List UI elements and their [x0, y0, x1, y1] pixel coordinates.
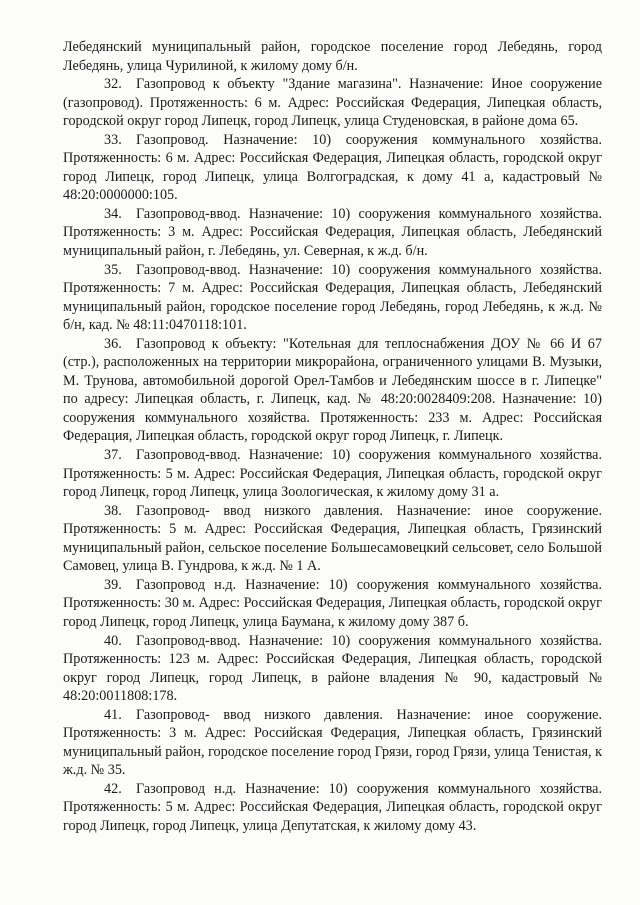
item-number: 37.	[104, 447, 122, 464]
list-item-41	[63, 706, 602, 780]
item-text: Газопровод-ввод. Назначение: 10) сооружения коммунального хозяйства. Протяженность: 7 м. Адрес: Российская Федерация, Липецкая область, Лебедянский муниципальный район, городское поселение город Лебедянь, город Лебедянь, к ж.д. № б/н, кад. № 48:11:0470118:101.	[63, 261, 602, 334]
item-number: 35.	[104, 261, 122, 278]
item-text: Газопровод к объекту "Здание магазина". Назначение: Иное сооружение (газопровод). Протяженность: 6 м. Адрес: Российская Федерация, Липецкая область, городской округ город Липецк, город Липецк, улица Студеновская, в районе дома 65.	[63, 76, 602, 130]
list-item-36	[63, 335, 602, 446]
item-text: Газопровод-ввод. Назначение: 10) сооружения коммунального хозяйства. Протяженность: 123 м. Адрес: Российская Федерация, Липецкая область, городской округ город Липецк, город Липецк, в районе владения № 90, кадастровый № 48:20:0011808:178.	[63, 632, 602, 705]
list-item-38	[63, 502, 602, 576]
item-number: 38.	[104, 502, 122, 519]
list-item-34	[63, 205, 602, 261]
item-number: 34.	[104, 205, 122, 222]
item-text: Газопровод- ввод низкого давления. Назначение: иное сооружение. Протяженность: 3 м. Адрес: Российская Федерация, Липецкая область, Грязинский муниципальный район, городское поселение город Грязи, город Грязи, улица Тенистая, к ж.д. № 35.	[63, 706, 602, 779]
list-item-37	[63, 446, 602, 502]
item-text: Газопровод-ввод. Назначение: 10) сооружения коммунального хозяйства. Протяженность: 3 м. Адрес: Российская Федерация, Липецкая область, Лебедянский муниципальный район, г. Лебедянь, ул. Северная, к ж.д. б/н.	[63, 205, 602, 260]
document-body	[63, 38, 602, 836]
item-number: 36.	[104, 335, 122, 352]
item-number: 40.	[104, 632, 122, 649]
list-item-39	[63, 576, 602, 632]
item-number: 39.	[104, 576, 122, 593]
item-text: Газопровод н.д. Назначение: 10) сооружения коммунального хозяйства. Протяженность: 30 м. Адрес: Российская Федерация, Липецкая область, городской округ город Липецк, город Липецк, улица Баумана, к жилому дому 387 б.	[63, 576, 602, 630]
list-item-35	[63, 261, 602, 335]
list-item-40	[63, 632, 602, 706]
item-text: Газопровод к объекту: "Котельная для теплоснабжения ДОУ № 66 И 67 (стр.), расположенных на территории микрорайона, ограниченного улицами В. Музыки, М. Трунова, автомобильной дорогой Орел-Тамбов и Лебедянским шоссе в г. Липецке" по адресу: Липецкая область, г. Липецк, кад. № 48:20:0028409:208. Назначение: 10) сооружения коммунального хозяйства. Протяженность: 233 м. Адрес: Российская Федерация, Липецкая область, городской округ город Липецк, г. Липецк.	[63, 335, 602, 445]
item-text: Газопровод. Назначение: 10) сооружения коммунального хозяйства. Протяженность: 6 м. Адрес: Российская Федерация, Липецкая область, городской округ город Липецк, город Липецк, улица Волгоградская, к дому 41 а, кадастровый № 48:20:0000000:105.	[63, 131, 602, 204]
item-number: 32.	[104, 76, 122, 93]
list-item-33	[63, 131, 602, 205]
list-item-42	[63, 780, 602, 836]
item-text: Газопровод-ввод. Назначение: 10) сооружения коммунального хозяйства. Протяженность: 5 м. Адрес: Российская Федерация, Липецкая область, городской округ город Липецк, город Липецк, улица Зоологическая, к жилому дому 31 а.	[63, 447, 602, 501]
lead-paragraph: Лебедянский муниципальный район, городское поселение город Лебедянь, город Лебедянь, улица Чурилиной, к жилому дому б/н.	[63, 39, 602, 74]
list-item-32	[63, 75, 602, 131]
item-number: 42.	[104, 780, 122, 797]
item-number: 33.	[104, 131, 122, 148]
item-text: Газопровод н.д. Назначение: 10) сооружения коммунального хозяйства. Протяженность: 5 м. Адрес: Российская Федерация, Липецкая область, городской округ город Липецк, город Липецк, улица Депутатская, к жилому дому 43.	[63, 780, 602, 834]
item-text: Газопровод- ввод низкого давления. Назначение: иное сооружение. Протяженность: 5 м. Адрес: Российская Федерация, Липецкая область, Грязинский муниципальный район, сельское поселение Большесамовецкий сельсовет, село Большой Самовец, улица В. Гундрова, к ж.д. № 1 А.	[63, 502, 602, 575]
item-number: 41.	[104, 706, 122, 723]
